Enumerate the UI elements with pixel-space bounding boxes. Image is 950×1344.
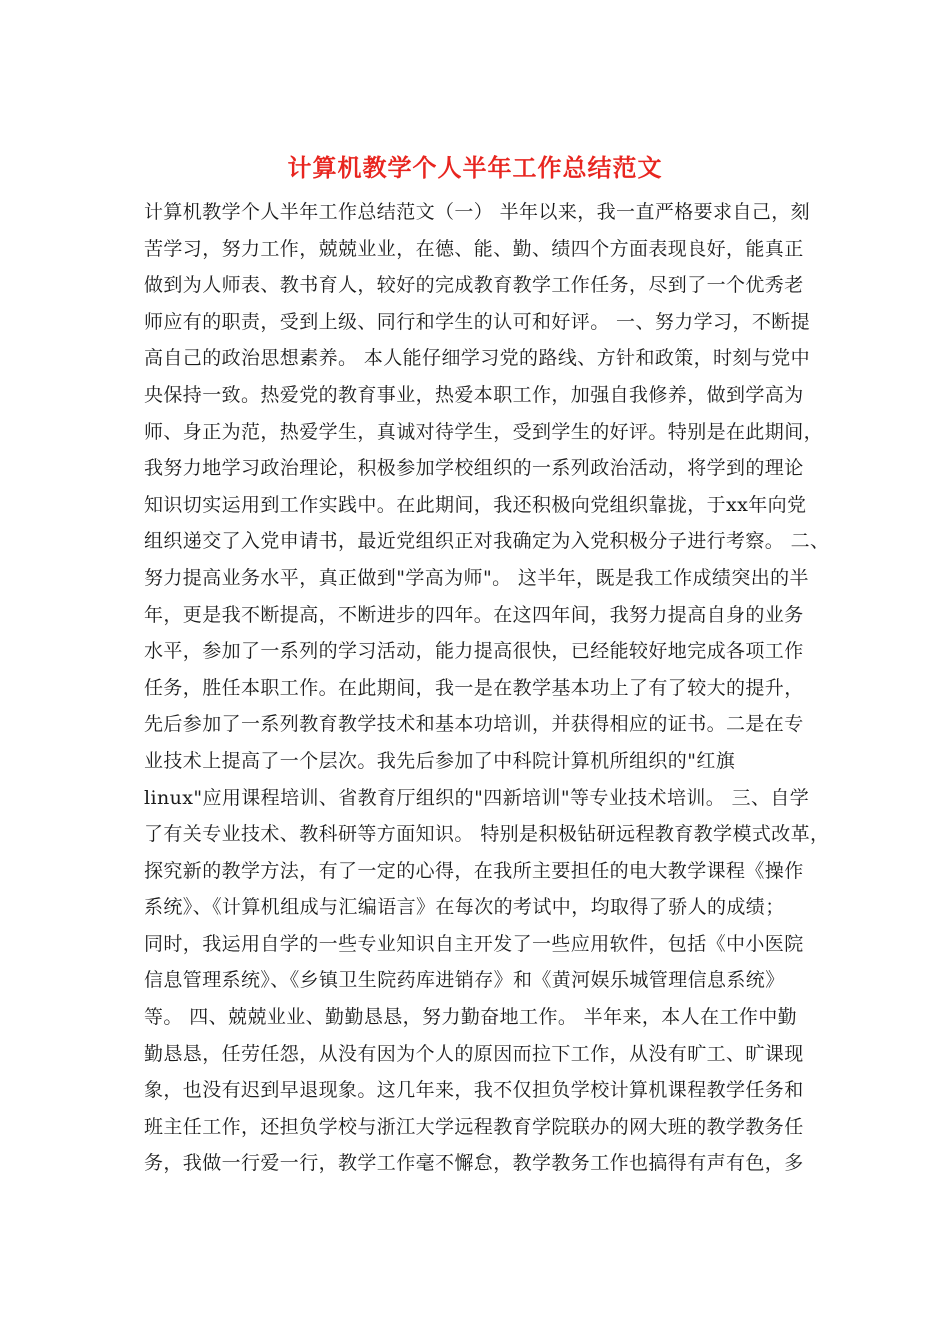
body-line: linux"应用课程培训、省教育厅组织的"四新培训"等专业技术培训。 三、自学 [144,786,810,809]
page-title: 计算机教学个人半年工作总结范文 [287,154,663,182]
body-line: 探究新的教学方法，有了一定的心得，在我所主要担任的电大教学课程《操作 [144,859,804,882]
body-line: 班主任工作，还担负学校与浙江大学远程教育学院联办的网大班的教学教务任 [144,1115,804,1138]
body-line: 系统》、《计算机组成与汇编语言》在每次的考试中，均取得了骄人的成绩； [144,896,785,919]
body-line: 业技术上提高了一个层次。我先后参加了中科院计算机所组织的"红旗 [144,749,736,772]
body-line: 水平，参加了一系列的学习活动，能力提高很快，已经能较好地完成各项工作 [144,640,804,663]
body-line: 年，更是我不断提高，不断进步的四年。在这四年间，我努力提高自身的业务 [144,603,804,626]
body-line: 知识切实运用到工作实践中。在此期间，我还积极向党组织靠拢，于xx年向党 [144,493,807,516]
body-line: 央保持一致。热爱党的教育事业，热爱本职工作，加强自我修养，做到学高为 [144,383,804,406]
body-line: 组织递交了入党申请书，最近党组织正对我确定为入党积极分子进行考察。 二、 [144,530,830,553]
body-line: 勤恳恳，任劳任怨，从没有因为个人的原因而拉下工作，从没有旷工、旷课现 [144,1042,804,1065]
body-line: 等。 四、兢兢业业、勤勤恳恳，努力勤奋地工作。 半年来，本人在工作中勤 [144,1006,798,1029]
document-body [144,194,830,1182]
body-line: 了有关专业技术、教科研等方面知识。 特别是积极钻研远程教育教学模式改革， [144,823,830,846]
body-line: 苦学习，努力工作，兢兢业业，在德、能、勤、绩四个方面表现良好，能真正 [144,237,804,260]
body-line: 任务，胜任本职工作。在此期间，我一是在教学基本功上了有了较大的提升， [144,676,804,699]
body-line: 努力提高业务水平，真正做到"学高为师"。 这半年，既是我工作成绩突出的半 [144,566,809,589]
body-line: 计算机教学个人半年工作总结范文（一） 半年以来，我一直严格要求自己，刻 [144,201,811,223]
body-line: 我努力地学习政治理论，积极参加学校组织的一系列政治活动，将学到的理论 [144,457,804,480]
body-line: 师应有的职责，受到上级、同行和学生的认可和好评。 一、努力学习，不断提 [144,310,811,333]
body-line: 同时，我运用自学的一些专业知识自主开发了一些应用软件，包括《中小医院 [144,932,804,955]
body-line: 象，也没有迟到早退现象。这几年来，我不仅担负学校计算机课程教学任务和 [144,1079,804,1102]
body-line: 高自己的政治思想素养。 本人能仔细学习党的路线、方针和政策，时刻与党中 [144,347,811,370]
body-line: 做到为人师表、教书育人，较好的完成教育教学工作任务，尽到了一个优秀老 [144,274,804,297]
body-line: 务，我做一行爱一行，教学工作毫不懈怠，教学教务工作也搞得有声有色，多 [144,1152,804,1175]
body-line: 先后参加了一系列教育教学技术和基本功培训，并获得相应的证书。二是在专 [144,713,804,736]
body-line: 师、身正为范，热爱学生，真诚对待学生，受到学生的好评。特别是在此期间， [144,420,824,443]
body-line: 信息管理系统》、《乡镇卫生院药库进销存》和《黄河娱乐城管理信息系统》 [144,969,785,992]
